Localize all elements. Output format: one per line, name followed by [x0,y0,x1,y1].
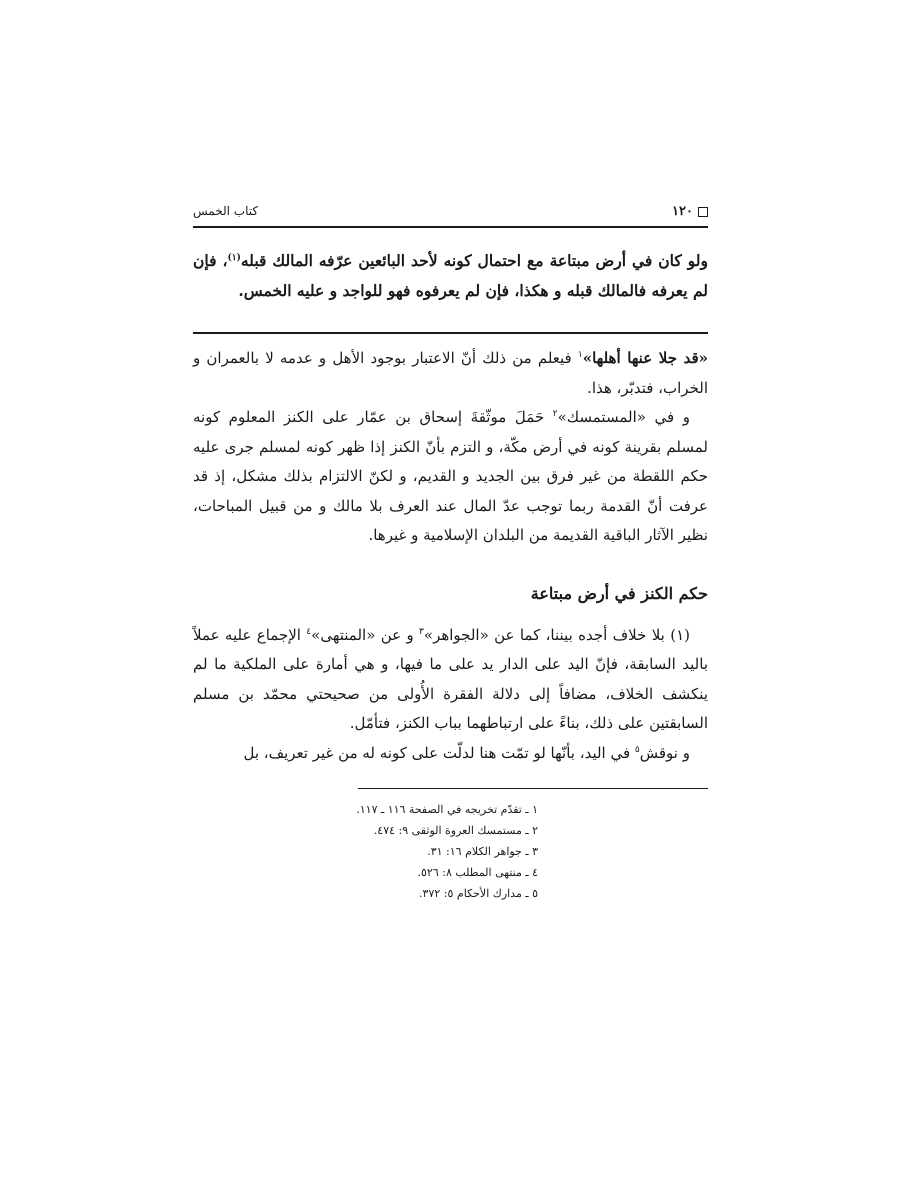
footnote-item: ٤ ـ منتهى المطلب ٨: ٥٢٦. [417,866,538,879]
section-body [193,621,708,769]
paragraph-text: الإجماع عليه عملاً باليد السابقة، فإنّ اليد على الدار يد على ما فيها، و هي أمارة على الملكية ما لم ينكشف الخلاف، مضافاً إلى دلالة الفقرة الأُولى من صحيحتي محمّد بن مسلم السابقتين على ذلك، بناءً على ارتباطهما بباب الكنز، فتأمّل. [193,625,708,732]
quoted-phrase: «قد جلا عنها أهلها» [582,349,708,367]
footnotes [193,799,708,904]
commentary-paragraph [193,344,708,403]
paragraph-text: فيعلم من ذلك أنّ الاعتبار بوجود الأهل و عدمه لا بالعمران و الخراب، فتدبّر، هذا. [193,349,708,397]
commentary-paragraph [193,403,708,551]
footnote-item: ٥ ـ مدارك الأحكام ٥: ٣٧٢. [419,887,538,900]
footnote-marker: ٣ [419,626,424,637]
book-page [193,200,708,904]
main-text-divider [193,332,708,334]
footnote-item: ٢ ـ مستمسك العروة الوثقى ٩: ٤٧٤. [373,824,538,837]
book-title: كتاب الخمس [193,204,259,218]
page-number [672,204,708,219]
footnote-marker: (١) [227,252,241,263]
footnote-marker: ١ [577,350,583,360]
main-text [193,246,708,306]
main-text-line1-tail: ، فإن [193,251,228,270]
footnote-item: ٣ ـ جواهر الكلام ١٦: ٣١. [427,845,538,858]
footnote-marker: ٥ [634,744,640,755]
section-heading: حكم الكنز في أرض مبتاعة [530,583,708,603]
running-header [193,200,708,226]
section-paragraph [193,621,708,739]
main-text-line2: لم يعرفه فالمالك قبله و هكذا، فإن لم يعرفوه فهو للواجد و عليه الخمس. [238,281,708,300]
footnote-marker: ٢ [552,409,558,419]
paragraph-text: (١) بلا خلاف أجده بيننا، كما عن «الجواهر» [423,625,690,644]
square-outline-icon [698,207,708,217]
paragraph-text: و في «المستمسك» [557,408,690,426]
section-paragraph [193,739,708,769]
header-rule [193,226,708,228]
paragraph-text: حَمَلَ موثّقةَ إسحاق بن عمّار على الكنز المعلوم كونه لمسلم بقرينة كونه في أرض مكّة، و التزم بأنّ الكنز إذا ظهر كونه لمسلم جرى عليه حكم اللقطة من غير فرق بين الجديد و القديم، و لكنّ الالتزام بذلك مشكل، إذ قد عرفت أنّ القدمة ربما توجب عدّ المال عند العرف بلا مالك و من قبيل المباحات، نظير الآثار الباقية القديمة من البلدان الإسلامية و غيرها. [193,408,708,544]
paragraph-text: في اليد، بأنّها لو تمّت هنا لدلّت على كونه له من غير تعريف، بل [243,743,635,762]
paragraph-text: و نوقش [639,743,690,762]
page-number-text: ١٢٠ [672,204,693,219]
footnote-item: ١ ـ تقدّم تخريجه في الصفحة ١١٦ ـ ١١٧. [356,803,538,816]
main-text-line1: ولو كان في أرض مبتاعة مع احتمال كونه لأحد البائعين عرّفه المالك قبله [240,251,708,270]
footnote-marker: ٤ [306,626,312,637]
footnote-divider [358,788,708,789]
paragraph-text: و عن «المنتهى» [311,625,420,644]
commentary [193,344,708,551]
